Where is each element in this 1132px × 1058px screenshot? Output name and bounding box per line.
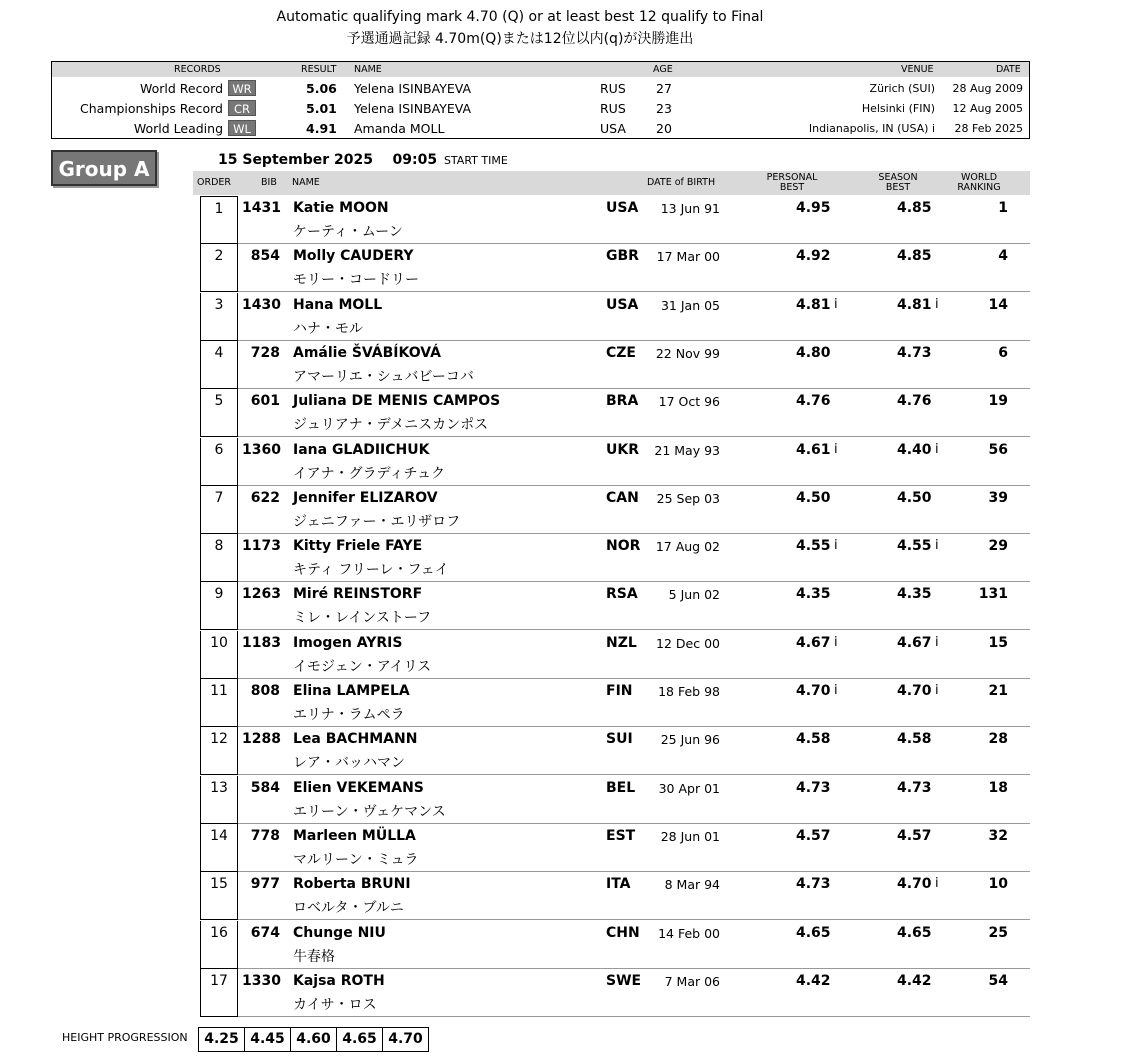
personal-best: 4.73 — [796, 876, 831, 893]
bib-number: 1173 — [242, 538, 281, 555]
athlete-name-katakana: ミレ・レインストーフ — [293, 610, 432, 627]
order-number: 3 — [200, 293, 238, 341]
table-row — [200, 921, 1030, 969]
qualifying-mark-japanese: 予選通過記録 4.70m(Q)または12位以内(q)が決勝進出 — [346, 31, 694, 47]
nation-code: ITA — [606, 876, 631, 893]
personal-best: 4.57 — [796, 827, 831, 844]
season-best-indoor-flag: i — [935, 441, 939, 457]
world-ranking: 18 — [988, 779, 1008, 796]
personal-best: 4.55 — [796, 538, 831, 555]
world-ranking: 56 — [988, 441, 1008, 458]
personal-best: 4.67 — [796, 634, 831, 651]
nation-code: NOR — [606, 538, 641, 555]
record-age: 27 — [656, 81, 672, 96]
season-best: 4.42 — [897, 972, 932, 989]
table-row — [200, 582, 1030, 630]
world-ranking: 29 — [988, 538, 1008, 555]
athlete-name-katakana: ジェニファー・エリザロフ — [293, 513, 461, 530]
height-progression-box: 4.70 — [388, 1031, 423, 1047]
personal-best: 4.80 — [796, 344, 831, 361]
season-best: 4.70 — [897, 683, 932, 699]
order-number: 1 — [200, 196, 238, 244]
date-of-birth: 17 Aug 02 — [655, 539, 720, 555]
date-of-birth: 28 Jun 01 — [660, 828, 720, 844]
world-ranking: 14 — [988, 296, 1008, 313]
bib-number: 1360 — [242, 441, 281, 458]
personal-best: 4.35 — [796, 586, 831, 603]
col-dob: DATE of BIRTH — [647, 177, 716, 188]
date-of-birth: 8 Mar 94 — [664, 877, 720, 893]
col-bib: BIB — [261, 177, 277, 188]
record-row — [52, 99, 1029, 119]
bib-number: 584 — [250, 779, 280, 796]
order-number: 5 — [200, 389, 238, 437]
record-age: 23 — [656, 101, 672, 116]
personal-best: 4.73 — [796, 779, 831, 796]
date-of-birth: 5 Jun 02 — [668, 587, 720, 603]
height-progression-box: 4.60 — [291, 1028, 337, 1051]
record-row — [52, 119, 1029, 139]
season-best: 4.85 — [897, 200, 932, 216]
record-venue: Indianapolis, IN (USA) i — [808, 122, 935, 135]
bib-number: 622 — [250, 489, 280, 506]
records-box — [51, 61, 1030, 139]
season-best-indoor-flag: i — [935, 538, 939, 554]
bib-number: 1430 — [242, 296, 281, 313]
order-number: 2 — [200, 244, 238, 292]
nation-code: USA — [606, 200, 639, 216]
personal-best-indoor-flag: i — [834, 634, 838, 650]
records-col-name: NAME — [354, 64, 382, 75]
table-row — [200, 534, 1030, 582]
season-best: 4.67 — [897, 634, 932, 651]
order-number: 16 — [200, 921, 238, 969]
height-progression-box: 4.25 — [199, 1028, 245, 1051]
col-pb: PERSONAL BEST — [766, 172, 818, 193]
season-best-indoor-flag: i — [935, 876, 939, 892]
order-number: 15 — [200, 872, 238, 920]
date-of-birth: 12 Dec 00 — [656, 635, 720, 651]
nation-code: SWE — [606, 972, 642, 989]
athlete-name: Hana MOLL — [293, 296, 383, 313]
order-number: 6 — [200, 438, 238, 486]
athlete-name-katakana: イモジェン・アイリス — [293, 658, 432, 675]
order-number: 7 — [200, 486, 238, 534]
record-label: World Record — [140, 81, 223, 96]
date-of-birth: 18 Feb 98 — [658, 684, 720, 699]
record-date: 28 Feb 2025 — [954, 122, 1023, 135]
table-row — [200, 679, 1030, 727]
col-order: ORDER — [197, 177, 231, 188]
nation-code: GBR — [606, 248, 639, 265]
personal-best: 4.50 — [796, 489, 831, 506]
date-of-birth: 25 Sep 03 — [656, 490, 720, 506]
athlete-name: Katie MOON — [293, 200, 389, 216]
table-row — [200, 341, 1030, 389]
season-best-indoor-flag: i — [935, 683, 939, 698]
personal-best: 4.95 — [796, 200, 831, 216]
personal-best-indoor-flag: i — [834, 538, 838, 554]
season-best: 4.65 — [897, 924, 932, 941]
order-number: 12 — [200, 727, 238, 775]
world-ranking: 54 — [988, 972, 1008, 989]
athlete-name: Juliana DE MENIS CAMPOS — [293, 393, 501, 410]
record-label: World Leading — [133, 121, 223, 136]
season-best: 4.55 — [897, 538, 932, 555]
bib-number: 1183 — [242, 634, 281, 651]
personal-best: 4.65 — [796, 924, 831, 941]
table-row — [200, 389, 1030, 437]
date-of-birth: 25 Jun 96 — [660, 732, 720, 748]
bib-number: 808 — [250, 683, 280, 699]
table-row — [200, 631, 1030, 679]
date-of-birth: 14 Feb 00 — [658, 925, 720, 941]
world-ranking: 131 — [978, 586, 1008, 603]
table-row — [200, 969, 1030, 1017]
world-ranking: 6 — [998, 344, 1008, 361]
world-ranking: 1 — [998, 200, 1008, 216]
athlete-name-katakana: ロベルタ・ブルニ — [293, 900, 404, 917]
order-number: 4 — [200, 341, 238, 389]
nation-code: EST — [606, 827, 636, 844]
athlete-name: Marleen MÜLLA — [293, 827, 416, 844]
records-col-result: RESULT — [301, 64, 337, 75]
personal-best-indoor-flag: i — [834, 441, 838, 457]
athlete-name: Imogen AYRIS — [293, 634, 403, 651]
qualifying-mark-english: Automatic qualifying mark 4.70 (Q) or at least best 12 qualify to Final — [276, 9, 764, 25]
table-row — [200, 872, 1030, 920]
table-row — [200, 824, 1030, 872]
table-row — [200, 727, 1030, 775]
start-list-header — [193, 171, 1030, 195]
athlete-name-katakana: 牛春格 — [293, 948, 335, 965]
order-number: 11 — [200, 679, 238, 727]
season-best: 4.40 — [897, 441, 932, 458]
nation-code: BRA — [606, 393, 639, 410]
record-age: 20 — [656, 121, 672, 136]
athlete-name: Elina LAMPELA — [293, 683, 410, 699]
athlete-name: Elien VEKEMANS — [293, 779, 424, 796]
records-col-venue: VENUE — [901, 64, 934, 75]
athlete-name: Kitty Friele FAYE — [293, 538, 423, 555]
world-ranking: 32 — [988, 827, 1008, 844]
record-badge: WR — [228, 80, 256, 96]
nation-code: UKR — [606, 441, 639, 458]
date-of-birth: 13 Jun 91 — [660, 201, 720, 216]
bib-number: 1330 — [242, 972, 281, 989]
bib-number: 601 — [250, 393, 280, 410]
records-col-records: RECORDS — [174, 64, 221, 75]
date-of-birth: 17 Oct 96 — [658, 394, 720, 410]
season-best: 4.73 — [897, 344, 932, 361]
record-holder: Yelena ISINBAYEVA — [354, 81, 472, 96]
athlete-name: Lea BACHMANN — [293, 731, 418, 748]
world-ranking: 10 — [988, 876, 1008, 893]
start-date: 15 September 2025 — [218, 152, 373, 168]
start-date-time — [218, 152, 508, 168]
season-best: 4.76 — [897, 393, 932, 410]
personal-best-indoor-flag: i — [834, 296, 838, 312]
athlete-name-katakana: イアナ・グラディチュク — [293, 465, 446, 482]
bib-number: 1288 — [242, 731, 281, 748]
athlete-name-katakana: エリーン・ヴェケマンス — [293, 803, 446, 820]
athlete-name: Miré REINSTORF — [293, 586, 423, 603]
bib-number: 977 — [250, 876, 280, 893]
athlete-name: Iana GLADIICHUK — [293, 441, 430, 458]
order-number: 8 — [200, 534, 238, 582]
col-sb: SEASON BEST — [878, 172, 918, 193]
personal-best: 4.81 — [796, 296, 831, 313]
world-ranking: 4 — [998, 248, 1008, 265]
date-of-birth: 7 Mar 06 — [664, 973, 720, 989]
order-number: 10 — [200, 631, 238, 679]
nation-code: CAN — [606, 489, 639, 506]
record-label: Championships Record — [80, 101, 223, 116]
athlete-name-katakana: マルリーン・ミュラ — [293, 851, 419, 868]
nation-code: USA — [606, 296, 639, 313]
personal-best: 4.76 — [796, 393, 831, 410]
record-date: 12 Aug 2005 — [952, 102, 1023, 115]
record-date: 28 Aug 2009 — [952, 82, 1023, 95]
athlete-name-katakana: アマーリエ・シュバビーコバ — [293, 368, 474, 385]
date-of-birth: 22 Nov 99 — [655, 345, 720, 361]
athlete-name: Jennifer ELIZAROV — [293, 489, 438, 506]
record-nation: RUS — [600, 101, 626, 116]
nation-code: FIN — [606, 683, 633, 699]
record-holder: Yelena ISINBAYEVA — [354, 101, 472, 116]
records-header — [52, 62, 1029, 77]
athlete-name-katakana: ハナ・モル — [293, 320, 363, 337]
table-row — [200, 244, 1030, 292]
bib-number: 674 — [250, 924, 280, 941]
bib-number: 778 — [250, 827, 280, 844]
record-result: 4.91 — [306, 121, 337, 136]
season-best: 4.70 — [897, 876, 932, 893]
bib-number: 1263 — [242, 586, 281, 603]
season-best: 4.50 — [897, 489, 932, 506]
record-result: 5.01 — [306, 101, 337, 116]
nation-code: NZL — [606, 634, 637, 651]
group-label: Group A — [51, 150, 157, 186]
world-ranking: 28 — [988, 731, 1008, 748]
table-row — [200, 486, 1030, 534]
record-badge: WL — [228, 120, 256, 136]
athlete-name: Amálie ŠVÁBÍKOVÁ — [293, 344, 441, 361]
order-number: 17 — [200, 969, 238, 1017]
height-progression-box: 4.45 — [245, 1028, 291, 1051]
athlete-name-katakana: レア・バッハマン — [293, 755, 405, 772]
order-number: 14 — [200, 824, 238, 872]
athlete-name-katakana: ケーティ・ムーン — [293, 224, 403, 240]
personal-best-indoor-flag: i — [834, 683, 838, 698]
season-best: 4.73 — [897, 779, 932, 796]
record-venue: Zürich (SUI) — [869, 82, 935, 95]
bib-number: 1431 — [242, 200, 281, 216]
athlete-name-katakana: ジュリアナ・デメニスカンポス — [293, 417, 489, 434]
nation-code: BEL — [606, 779, 636, 796]
nation-code: CHN — [606, 924, 640, 941]
season-best: 4.58 — [897, 731, 932, 748]
nation-code: CZE — [606, 344, 636, 361]
athlete-name-katakana: キティ フリーレ・フェイ — [293, 562, 449, 579]
athlete-name: Molly CAUDERY — [293, 248, 414, 265]
table-row — [200, 293, 1030, 341]
world-ranking: 39 — [988, 489, 1008, 506]
athlete-name: Chunge NIU — [293, 924, 386, 941]
athlete-name-katakana: モリー・コードリー — [293, 272, 419, 289]
date-of-birth: 31 Jan 05 — [660, 297, 720, 313]
world-ranking: 21 — [988, 683, 1008, 699]
personal-best: 4.61 — [796, 441, 831, 458]
col-world-ranking: WORLD RANKING — [957, 172, 1001, 193]
bib-number: 728 — [250, 344, 280, 361]
height-progression-box: 4.65 — [337, 1028, 383, 1051]
start-time-label: START TIME — [443, 154, 508, 167]
record-row — [52, 79, 1029, 99]
record-venue: Helsinki (FIN) — [861, 102, 935, 115]
season-best-indoor-flag: i — [935, 634, 939, 650]
height-progression-label: HEIGHT PROGRESSION — [62, 1031, 188, 1044]
world-ranking: 15 — [988, 634, 1008, 651]
nation-code: SUI — [606, 731, 633, 748]
personal-best: 4.58 — [796, 731, 831, 748]
world-ranking: 19 — [988, 393, 1008, 410]
record-nation: USA — [600, 121, 626, 136]
bib-number: 854 — [250, 248, 280, 265]
nation-code: RSA — [606, 586, 638, 603]
height-progression — [198, 1027, 429, 1052]
personal-best: 4.92 — [796, 248, 831, 265]
season-best: 4.85 — [897, 248, 932, 265]
order-number: 13 — [200, 776, 238, 824]
record-nation: RUS — [600, 81, 626, 96]
start-time: 09:05 — [392, 152, 438, 168]
order-number: 9 — [200, 582, 238, 630]
season-best: 4.35 — [897, 586, 932, 603]
record-result: 5.06 — [306, 81, 337, 96]
table-row — [200, 438, 1030, 486]
col-name: NAME — [292, 177, 320, 188]
athlete-name: Roberta BRUNI — [293, 876, 411, 893]
personal-best: 4.42 — [796, 972, 831, 989]
record-holder: Amanda MOLL — [354, 121, 445, 136]
date-of-birth: 30 Apr 01 — [658, 780, 720, 796]
date-of-birth: 21 May 93 — [654, 442, 720, 458]
world-ranking: 25 — [988, 924, 1008, 941]
table-row — [200, 196, 1030, 244]
athlete-name-katakana: カイサ・ロス — [293, 996, 377, 1013]
athlete-name-katakana: エリナ・ラムペラ — [293, 707, 405, 723]
athlete-name: Kajsa ROTH — [293, 972, 385, 989]
season-best: 4.81 — [897, 296, 932, 313]
table-row — [200, 776, 1030, 824]
records-col-age: AGE — [653, 64, 673, 75]
season-best: 4.57 — [897, 827, 932, 844]
season-best-indoor-flag: i — [935, 296, 939, 312]
personal-best: 4.70 — [796, 683, 831, 699]
record-badge: CR — [228, 100, 256, 116]
records-col-date: DATE — [996, 64, 1021, 75]
date-of-birth: 17 Mar 00 — [656, 249, 720, 265]
